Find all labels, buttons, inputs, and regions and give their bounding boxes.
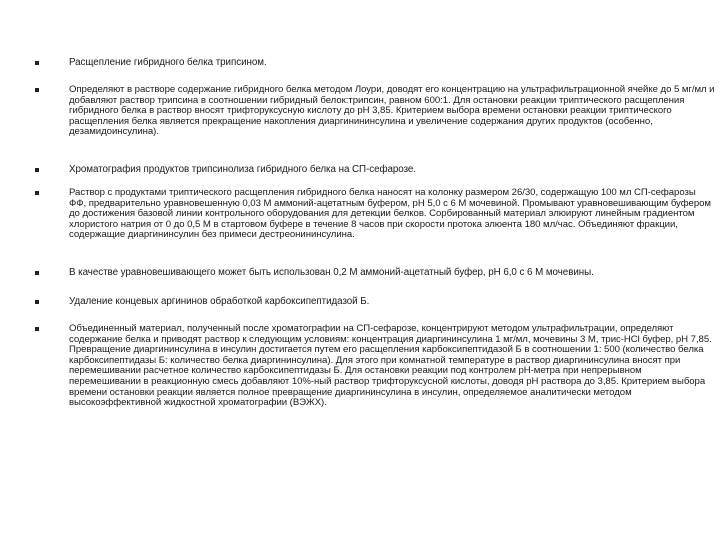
bullet-icon <box>35 61 39 65</box>
list-item-text: Раствор с продуктами триптического расщепления гибридного белка наносят на колонку размером 26/30, содержащую 100 мл СП-сефарозы ФФ, предварительно уравновешенную 0,03 М аммоний-ацетатным буфером, рН 5,0 с 6 М мочевиной. Промывают уравновешивающим буфером до достижения базовой линии контрольного оборудования для детекции белков. Сорбированный материал элюируют линейным градиентом хлористого натрия от 0 до 0,5 М в стартовом буфере в течение 8 часов при скорости протока элюента 180 мл/час. Объединяют фракции, содержащие диаргининсулин без примеси дестреонининсулина. <box>69 187 711 241</box>
list-item-text: Объединенный материал, полученный после хроматографии на СП-сефарозе, концентрируют методом ультрафильтрации, определяют содержание белка и приводят раствор к следующим условиям: концентрация диаргининсулина 1 мг/мл, мочевины 3 М, трис-HCl буфер, рН 7,85. Превращение диаргининсулина в инсулин достигается путем его расщепления карбоксипептидазой Б в соотношении 1: 500 (количество белка карбоксипептидазы Б: количество белка диаргининсулина). Для этого при комнатной температуре в раствор диаргининсулина вносят при перемешивании расчетное количество карбоксипептидазы Б. Для остановки реакции под контролем рН-метра при непрерывном перемешивании в реакционную смесь добавляют 10%-ный раствор трифторуксусной кислоты, доводя рН раствора до 3,85. Критерием выбора времени остановки реакции является полное превращение диаргининсулина в инсулин, определяемое аналитически методом высокоэффективной жидкостной хроматографии (ВЭЖХ). <box>69 323 712 409</box>
list-item-text: Хроматография продуктов трипсинолиза гибридного белка на СП-сефарозе. <box>69 164 416 175</box>
bullet-icon <box>35 327 39 331</box>
bullet-icon <box>35 88 39 92</box>
list-item-text: В качестве уравновешивающего может быть использован 0,2 М аммоний-ацетатный буфер, рН 6,0 с 6 М мочевины. <box>69 267 594 278</box>
list-item-text: Расщепление гибридного белка трипсином. <box>69 57 267 68</box>
bullet-icon <box>35 300 39 304</box>
bullet-icon <box>35 191 39 195</box>
bullet-icon <box>35 271 39 275</box>
list-item-text: Удаление концевых аргининов обработкой карбоксипептидазой Б. <box>69 296 370 307</box>
bullet-icon <box>35 168 39 172</box>
list-item-text: Определяют в растворе содержание гибридного белка методом Лоури, доводят его концентрацию на ультрафильтрационной ячейке до 5 мг/мл и добавляют раствор трипсина в соотношении гибридный белок:трипсин, равном 600:1. Для остановки реакции триптического расщепления гибридного белка в раствор вносят трифторуксусную кислоту до рН 3,85. Критерием выбора времени остановки реакции триптического расщепления белка является прекращение накопления диаргинининсулина и увеличение содержания других продуктов (особенно, дезамидоинсулина). <box>69 84 715 138</box>
